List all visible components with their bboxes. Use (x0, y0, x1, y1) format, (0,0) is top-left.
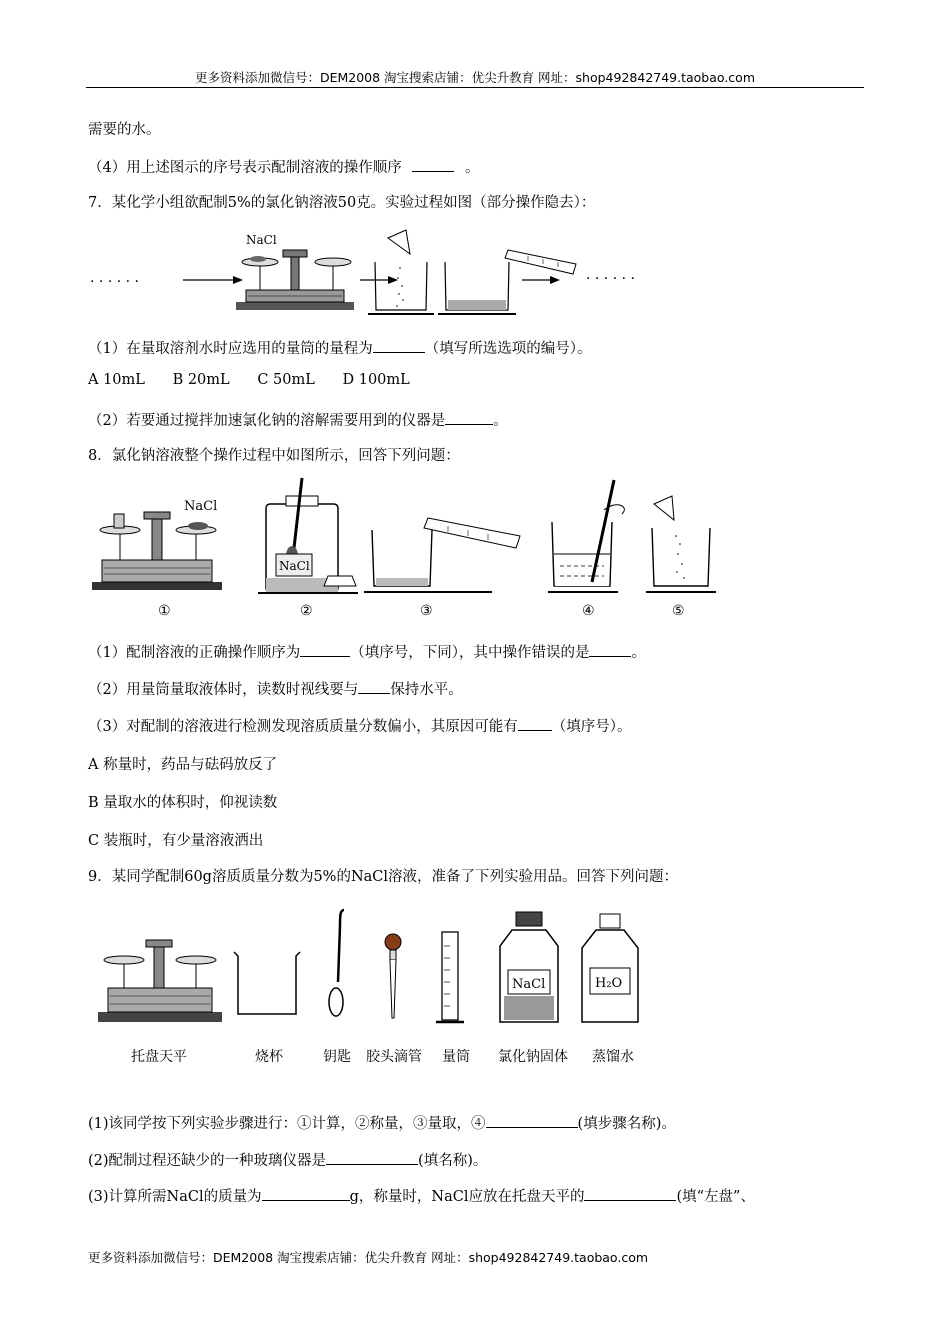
question-text: (填“左盘”、 (676, 1189, 755, 1205)
answer-blank[interactable] (584, 1186, 676, 1201)
figure-8 (88, 478, 728, 598)
figure-label: ③ (420, 603, 433, 619)
page-footer: 更多资料添加微信号：DEM2008 淘宝搜索店铺：优尖升教育 网址：shop492842749.taobao.com (88, 1250, 649, 1265)
question-text: （1）在量取溶剂水时应选用的量筒的量程为 (88, 341, 373, 357)
answer-blank[interactable] (589, 642, 631, 657)
figure-label: ⑤ (672, 603, 685, 619)
instrument-label: 量筒 (442, 1049, 470, 1065)
nacl-bottle-label: NaCl (279, 559, 310, 573)
question-text: 保持水平。 (390, 682, 463, 698)
reagent-bottle-icon (258, 478, 358, 593)
option-a: A 称量时，药品与砝码放反了 (88, 757, 278, 773)
question-7-title: 7．某化学小组欲配制5%的氯化钠溶液50克。实验过程如图（部分操作隐去）： (88, 195, 596, 211)
question-text: (填名称)。 (418, 1153, 488, 1169)
stirring-beaker-icon (548, 480, 624, 592)
question-line (88, 678, 463, 699)
answer-blank[interactable] (262, 1186, 350, 1201)
dropper-icon (385, 934, 401, 1018)
beaker-with-cylinder-icon (438, 250, 576, 314)
figure-7 (88, 228, 688, 318)
question-line (88, 715, 631, 736)
instrument-label: 烧杯 (255, 1049, 283, 1065)
question-text: （填写所选选项的编号）。 (424, 341, 592, 357)
powder-beaker-icon (646, 496, 716, 592)
figure-9 (88, 906, 668, 1030)
question-line (88, 1149, 487, 1170)
balance-icon (98, 940, 222, 1022)
question-8-title: 8．氯化钠溶液整个操作过程中如图所示，回答下列问题： (88, 448, 460, 464)
question-text: (2)配制过程还缺少的一种玻璃仪器是 (88, 1153, 327, 1169)
nacl-label: NaCl (246, 233, 277, 247)
question-text: 。 (464, 160, 480, 176)
h2o-label: H₂O (595, 976, 623, 991)
instrument-label: 胶头滴管 (366, 1049, 422, 1065)
options-line: A 10mL B 20mL C 50mL D 100mL (88, 372, 410, 388)
beaker-icon (368, 230, 434, 314)
figure-label: ② (300, 603, 313, 619)
dots-left: · · · · · · (90, 274, 139, 290)
answer-blank[interactable] (412, 157, 454, 172)
nacl-bottle-label: NaCl (512, 977, 546, 992)
question-text: （填序号）。 (551, 719, 632, 735)
page-header: 更多资料添加微信号：DEM2008 淘宝搜索店铺：优尖升教育 网址：shop492842749.taobao.com (194, 70, 756, 85)
question-text: （1）配制溶液的正确操作顺序为 (88, 645, 301, 661)
question-line (88, 337, 591, 358)
instrument-label: 蒸馏水 (592, 1049, 634, 1065)
question-text: (3)计算所需NaCl的质量为 (88, 1189, 262, 1205)
question-text: （2）若要通过搅拌加速氯化钠的溶解需要用到的仪器是 (88, 413, 446, 429)
dots-right: · · · · · · (586, 271, 635, 287)
question-line (88, 1112, 676, 1133)
beaker-icon (234, 952, 300, 1014)
question-text: 。 (631, 645, 646, 661)
question-text: g，称量时，NaCl应放在托盘天平的 (349, 1189, 585, 1205)
text-line: 需要的水。 (88, 122, 161, 138)
question-line (88, 1185, 755, 1206)
question-line (88, 409, 508, 430)
question-9-title: 9．某同学配制60g溶质质量分数为5%的NaCl溶液，准备了下列实验用品。回答下列问题： (88, 869, 679, 885)
instrument-label: 托盘天平 (131, 1049, 187, 1065)
beaker-cylinder-icon (364, 518, 520, 592)
answer-blank[interactable] (300, 642, 350, 657)
graduated-cylinder-icon (436, 932, 464, 1022)
answer-blank[interactable] (518, 716, 552, 731)
option-b: B 量取水的体积时，仰视读数 (88, 795, 278, 811)
header-divider (86, 87, 864, 88)
instrument-label: 钥匙 (323, 1049, 351, 1065)
figure-label: ④ (582, 603, 595, 619)
question-line (88, 156, 479, 177)
question-text: (1)该同学按下列实验步骤进行：①计算，②称量，③量取，④ (88, 1116, 486, 1132)
balance-icon (92, 512, 222, 590)
question-text: （2）用量筒量取液体时，读数时视线要与 (88, 682, 359, 698)
answer-blank[interactable] (326, 1150, 418, 1165)
option-c: C 装瓶时，有少量溶液洒出 (88, 833, 264, 849)
question-text: (填步骤名称)。 (577, 1116, 676, 1132)
answer-blank[interactable] (358, 679, 390, 694)
question-text: （填序号，下同），其中操作错误的是 (350, 645, 590, 661)
answer-blank[interactable] (445, 410, 493, 425)
spoon-icon (329, 910, 344, 1016)
question-line (88, 641, 646, 662)
answer-blank[interactable] (486, 1113, 578, 1128)
question-text: （3）对配制的溶液进行检测发现溶质质量分数偏小，其原因可能有 (88, 719, 518, 735)
water-bottle-icon (582, 914, 638, 1022)
question-text: （4）用上述图示的序号表示配制溶液的操作顺序 (88, 160, 402, 176)
nacl-label: NaCl (184, 499, 218, 514)
nacl-solid-bottle-icon (500, 912, 558, 1022)
figure-label: ① (158, 603, 171, 619)
balance-icon (236, 250, 354, 310)
question-text: 。 (493, 413, 508, 429)
instrument-label: 氯化钠固体 (498, 1049, 568, 1065)
answer-blank[interactable] (373, 338, 425, 353)
